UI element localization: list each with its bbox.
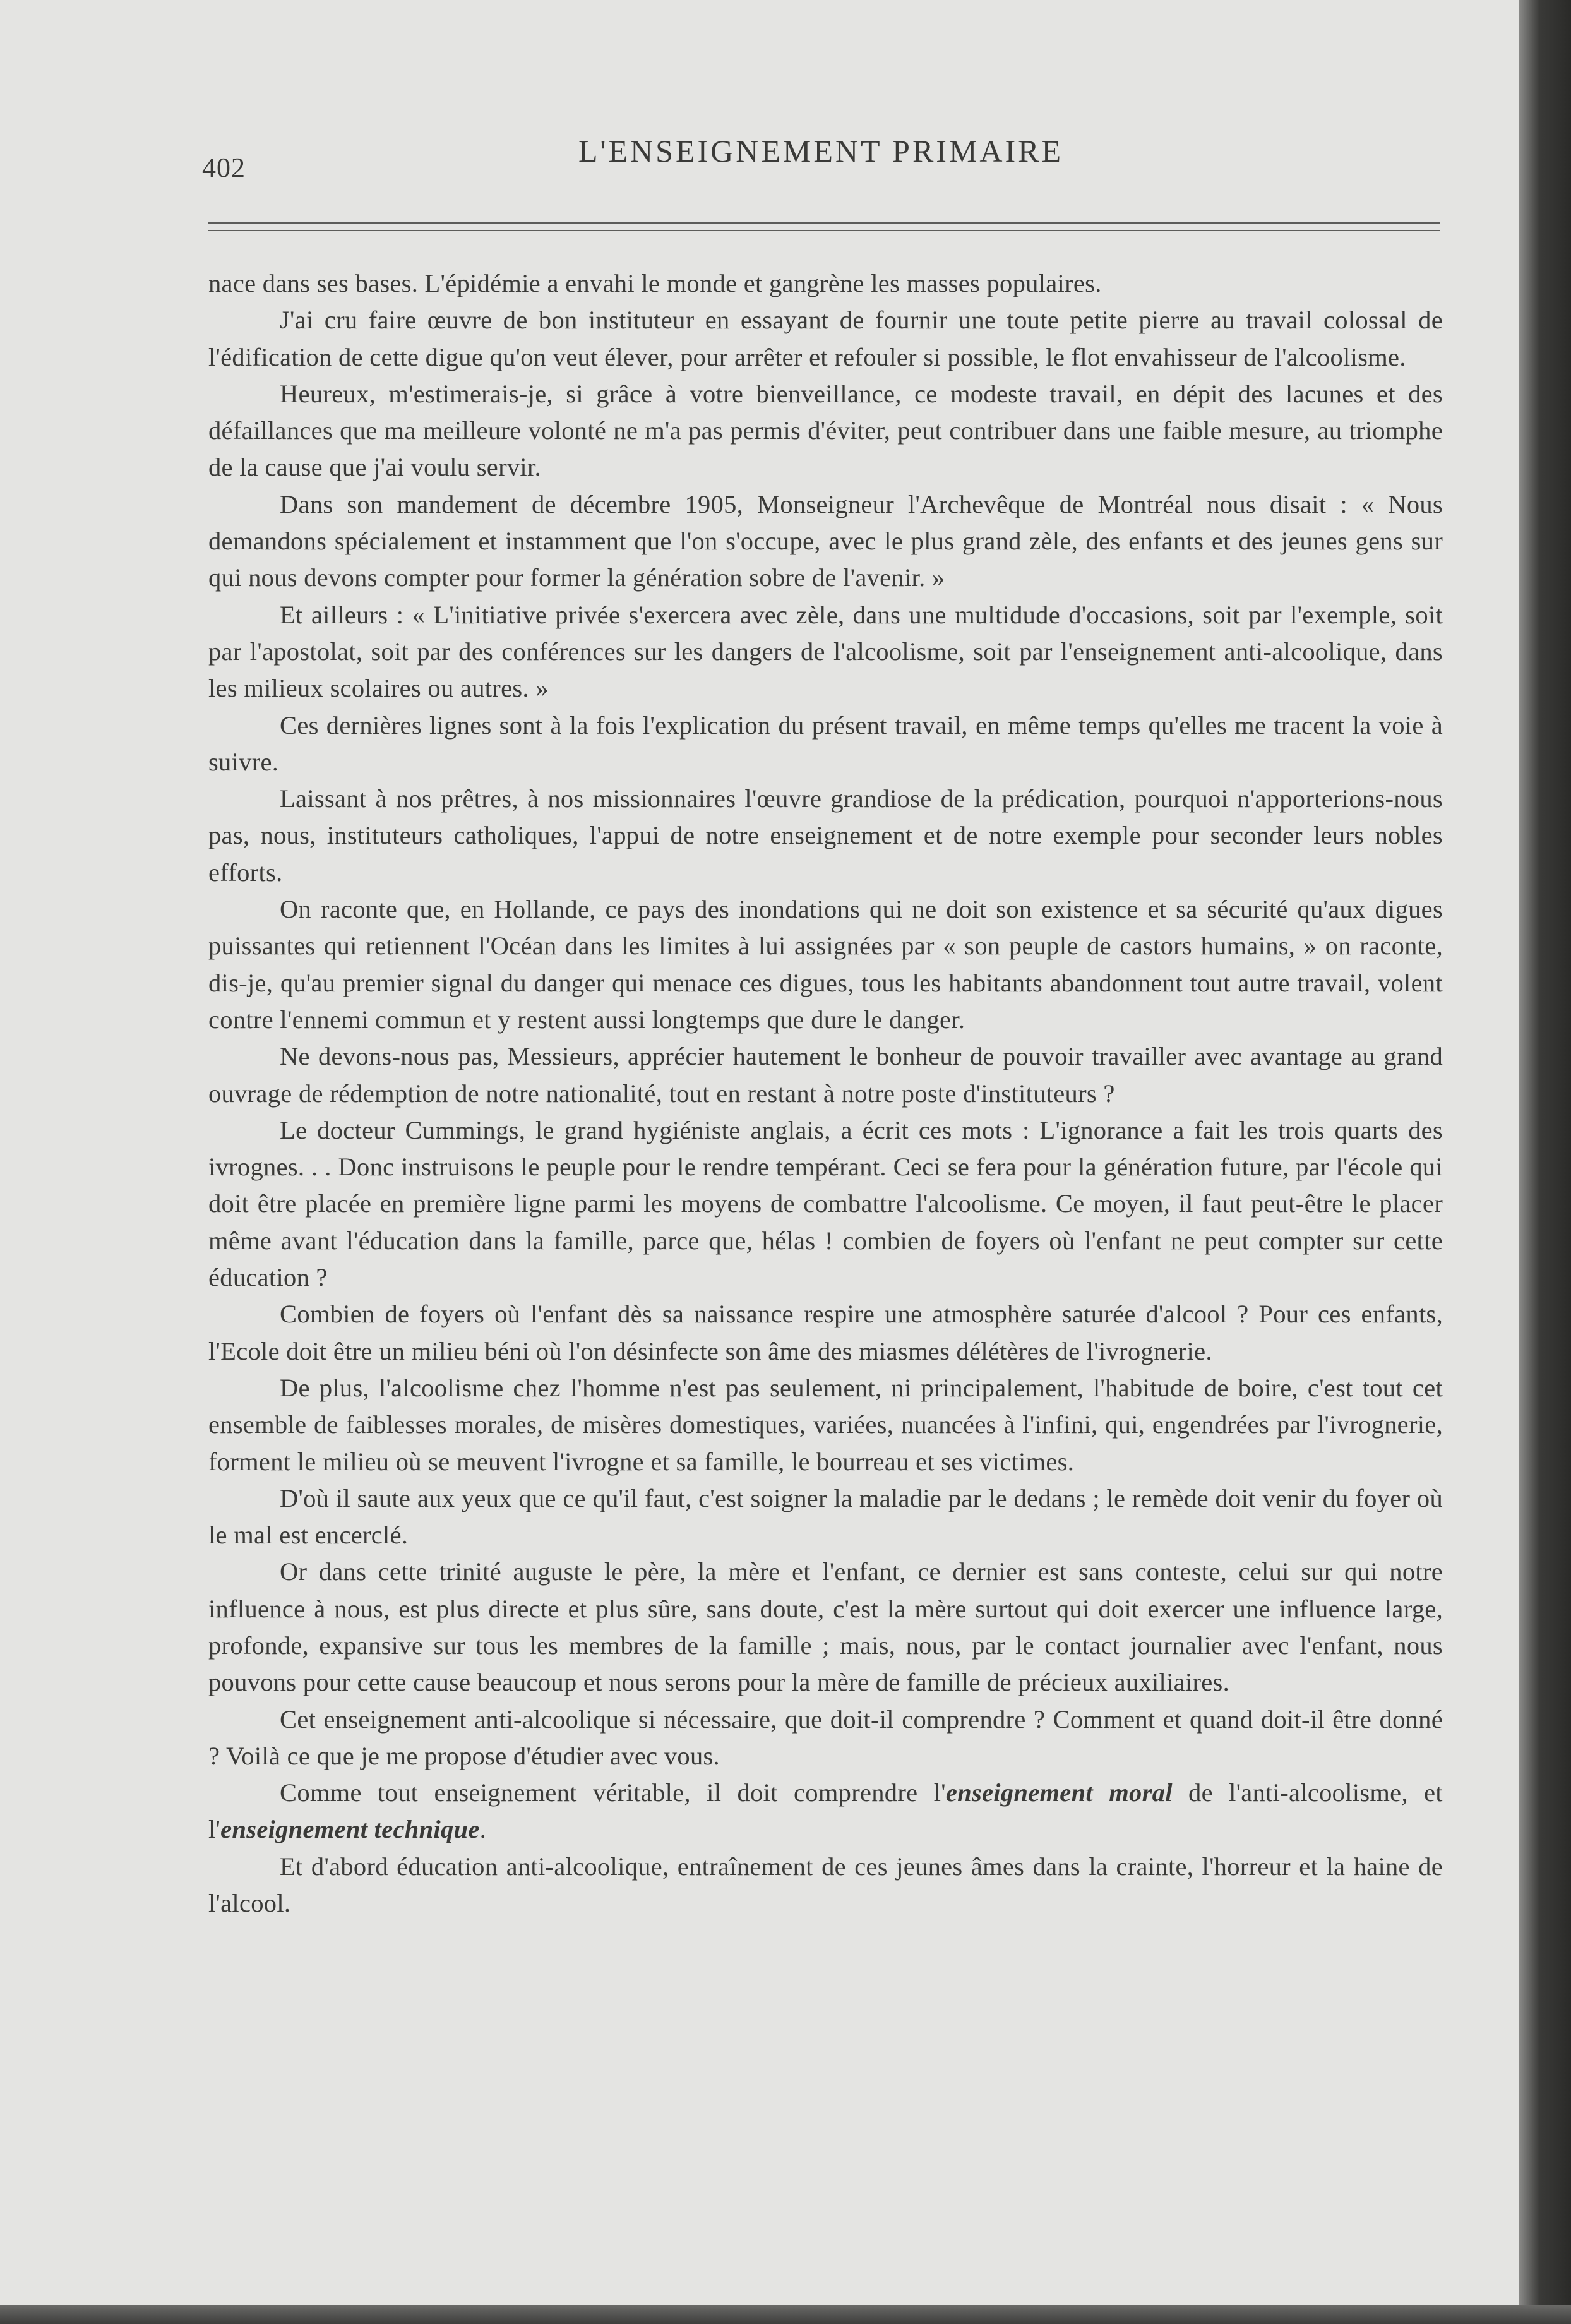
- paragraph: Le docteur Cummings, le grand hygiéniste anglais, a écrit ces mots : L'ignorance a fait les trois quarts des ivrognes. . . Donc instruisons le peuple pour le rendre tempérant. Ceci se fera pour la génération future, par l'école qui doit être placée en première ligne parmi les moyens de combattre l'alcoolisme. Ce moyen, il faut peut-être le placer même avant l'éducation dans la famille, parce que, hélas ! combien de foyers où l'enfant ne peut compter sur cette éducation ?: [208, 1115, 1443, 1292]
- paragraph: Or dans cette trinité auguste le père, la mère et l'enfant, ce dernier est sans conteste, celui sur qui notre influence à nous, est plus directe et plus sûre, sans doute, c'est la mère surtout qui doit exercer une influence large, profonde, expansive sur tous les membres de la famille ; mais, nous, par le contact journalier avec l'enfant, nous pouvons pour cette cause beaucoup et nous serons pour la mère de famille de précieux auxiliaires.: [208, 1557, 1443, 1697]
- page-edge-shadow: [1519, 0, 1571, 2324]
- paragraph: De plus, l'alcoolisme chez l'homme n'est pas seulement, ni principalement, l'habitude de boire, c'est tout cet ensemble de faiblesses morales, de misères domestiques, variées, nuancées à l'infini, qui, engendrées par l'ivrognerie, forment le milieu où se meuvent l'ivrogne et sa famille, le bourreau et ses victimes.: [208, 1373, 1443, 1476]
- paragraph: Laissant à nos prêtres, à nos missionnaires l'œuvre grandiose de la prédication, pourquoi n'apporterions-nous pas, nous, instituteurs catholiques, l'appui de notre enseignement et de notre exemple pour seconder leurs nobles efforts.: [208, 784, 1443, 887]
- paragraph: Cet enseignement anti-alcoolique si nécessaire, que doit-il comprendre ? Comment et quand doit-il être donné ? Voilà ce que je me propose d'étudier avec vous.: [208, 1704, 1443, 1770]
- emphasis-technique: enseignement technique: [220, 1815, 480, 1844]
- header-rule: [208, 222, 1440, 224]
- paragraph: Dans son mandement de décembre 1905, Monseigneur l'Archevêque de Montréal nous disait : « Nous demandons spécialement et instamment que l'on s'occupe, avec le plus grand zèle, des enfants et des jeunes gens sur qui nous devons compter pour former la génération sobre de l'avenir. »: [208, 489, 1443, 592]
- paragraph-text: de l'anti-alcoolisme, et l': [208, 1778, 1443, 1844]
- paragraph-text: .: [479, 1815, 487, 1844]
- page-number: 402: [202, 152, 246, 183]
- paragraph: Combien de foyers où l'enfant dès sa naissance respire une atmosphère saturée d'alcool ? Pour ces enfants, l'Ecole doit être un milieu béni où l'on désinfecte son âme des miasmes délétères de l'ivrognerie.: [208, 1300, 1443, 1365]
- body-text: [208, 265, 1443, 1922]
- page-header: [202, 126, 1440, 189]
- paragraph: On raconte que, en Hollande, ce pays des inondations qui ne doit son existence et sa sécurité qu'aux digues puissantes qui retiennent l'Océan dans les limites à lui assignées par « son peuple de castors humains, » on raconte, dis-je, qu'au premier signal du danger qui menace ces digues, tous les habitants abandonnent tout autre travail, volent contre l'ennemi commun et y restent aussi longtemps que dure le danger.: [208, 895, 1443, 1034]
- paragraph: Heureux, m'estimerais-je, si grâce à votre bienveillance, ce modeste travail, en dépit des lacunes et des défaillances que ma meilleure volonté ne m'a pas permis d'éviter, peut contribuer dans une faible mesure, au triomphe de la cause que j'ai voulu servir.: [208, 379, 1443, 482]
- paragraph: Ces dernières lignes sont à la fois l'explication du présent travail, en même temps qu'elles me tracent la voie à suivre.: [208, 710, 1443, 776]
- paragraph: nace dans ses bases. L'épidémie a envahi le monde et gangrène les masses populaires.: [208, 269, 1102, 297]
- emphasis-moral: enseignement moral: [945, 1778, 1173, 1807]
- paragraph: J'ai cru faire œuvre de bon instituteur en essayant de fournir une toute petite pierre au travail colossal de l'édification de cette digue qu'on veut élever, pour arrêter et refouler si possible, le flot envahisseur de l'alcoolisme.: [208, 306, 1443, 371]
- paragraph-text: Comme tout enseignement véritable, il doit comprendre l': [280, 1778, 946, 1807]
- running-title: L'ENSEIGNEMENT PRIMAIRE: [578, 133, 1064, 169]
- paragraph: [208, 1775, 1443, 1848]
- paragraph: Et d'abord éducation anti-alcoolique, entraînement de ces jeunes âmes dans la crainte, l'horreur et la haine de l'alcool.: [208, 1852, 1443, 1918]
- paragraph: Ne devons-nous pas, Messieurs, apprécier hautement le bonheur de pouvoir travailler avec avantage au grand ouvrage de rédemption de notre nationalité, tout en restant à notre poste d'instituteurs ?: [208, 1042, 1443, 1108]
- header-rule-thin: [208, 230, 1440, 231]
- page-bottom-shadow: [0, 2305, 1571, 2324]
- paragraph: Et ailleurs : « L'initiative privée s'exercera avec zèle, dans une multidude d'occasions, soit par l'exemple, soit par l'apostolat, soit par des conférences sur les dangers de l'alcoolisme, soit par l'enseignement anti-alcoolique, dans les milieux scolaires ou autres. »: [208, 600, 1443, 703]
- paragraph: D'où il saute aux yeux que ce qu'il faut, c'est soigner la maladie par le dedans ; le remède doit venir du foyer où le mal est encerclé.: [208, 1483, 1443, 1550]
